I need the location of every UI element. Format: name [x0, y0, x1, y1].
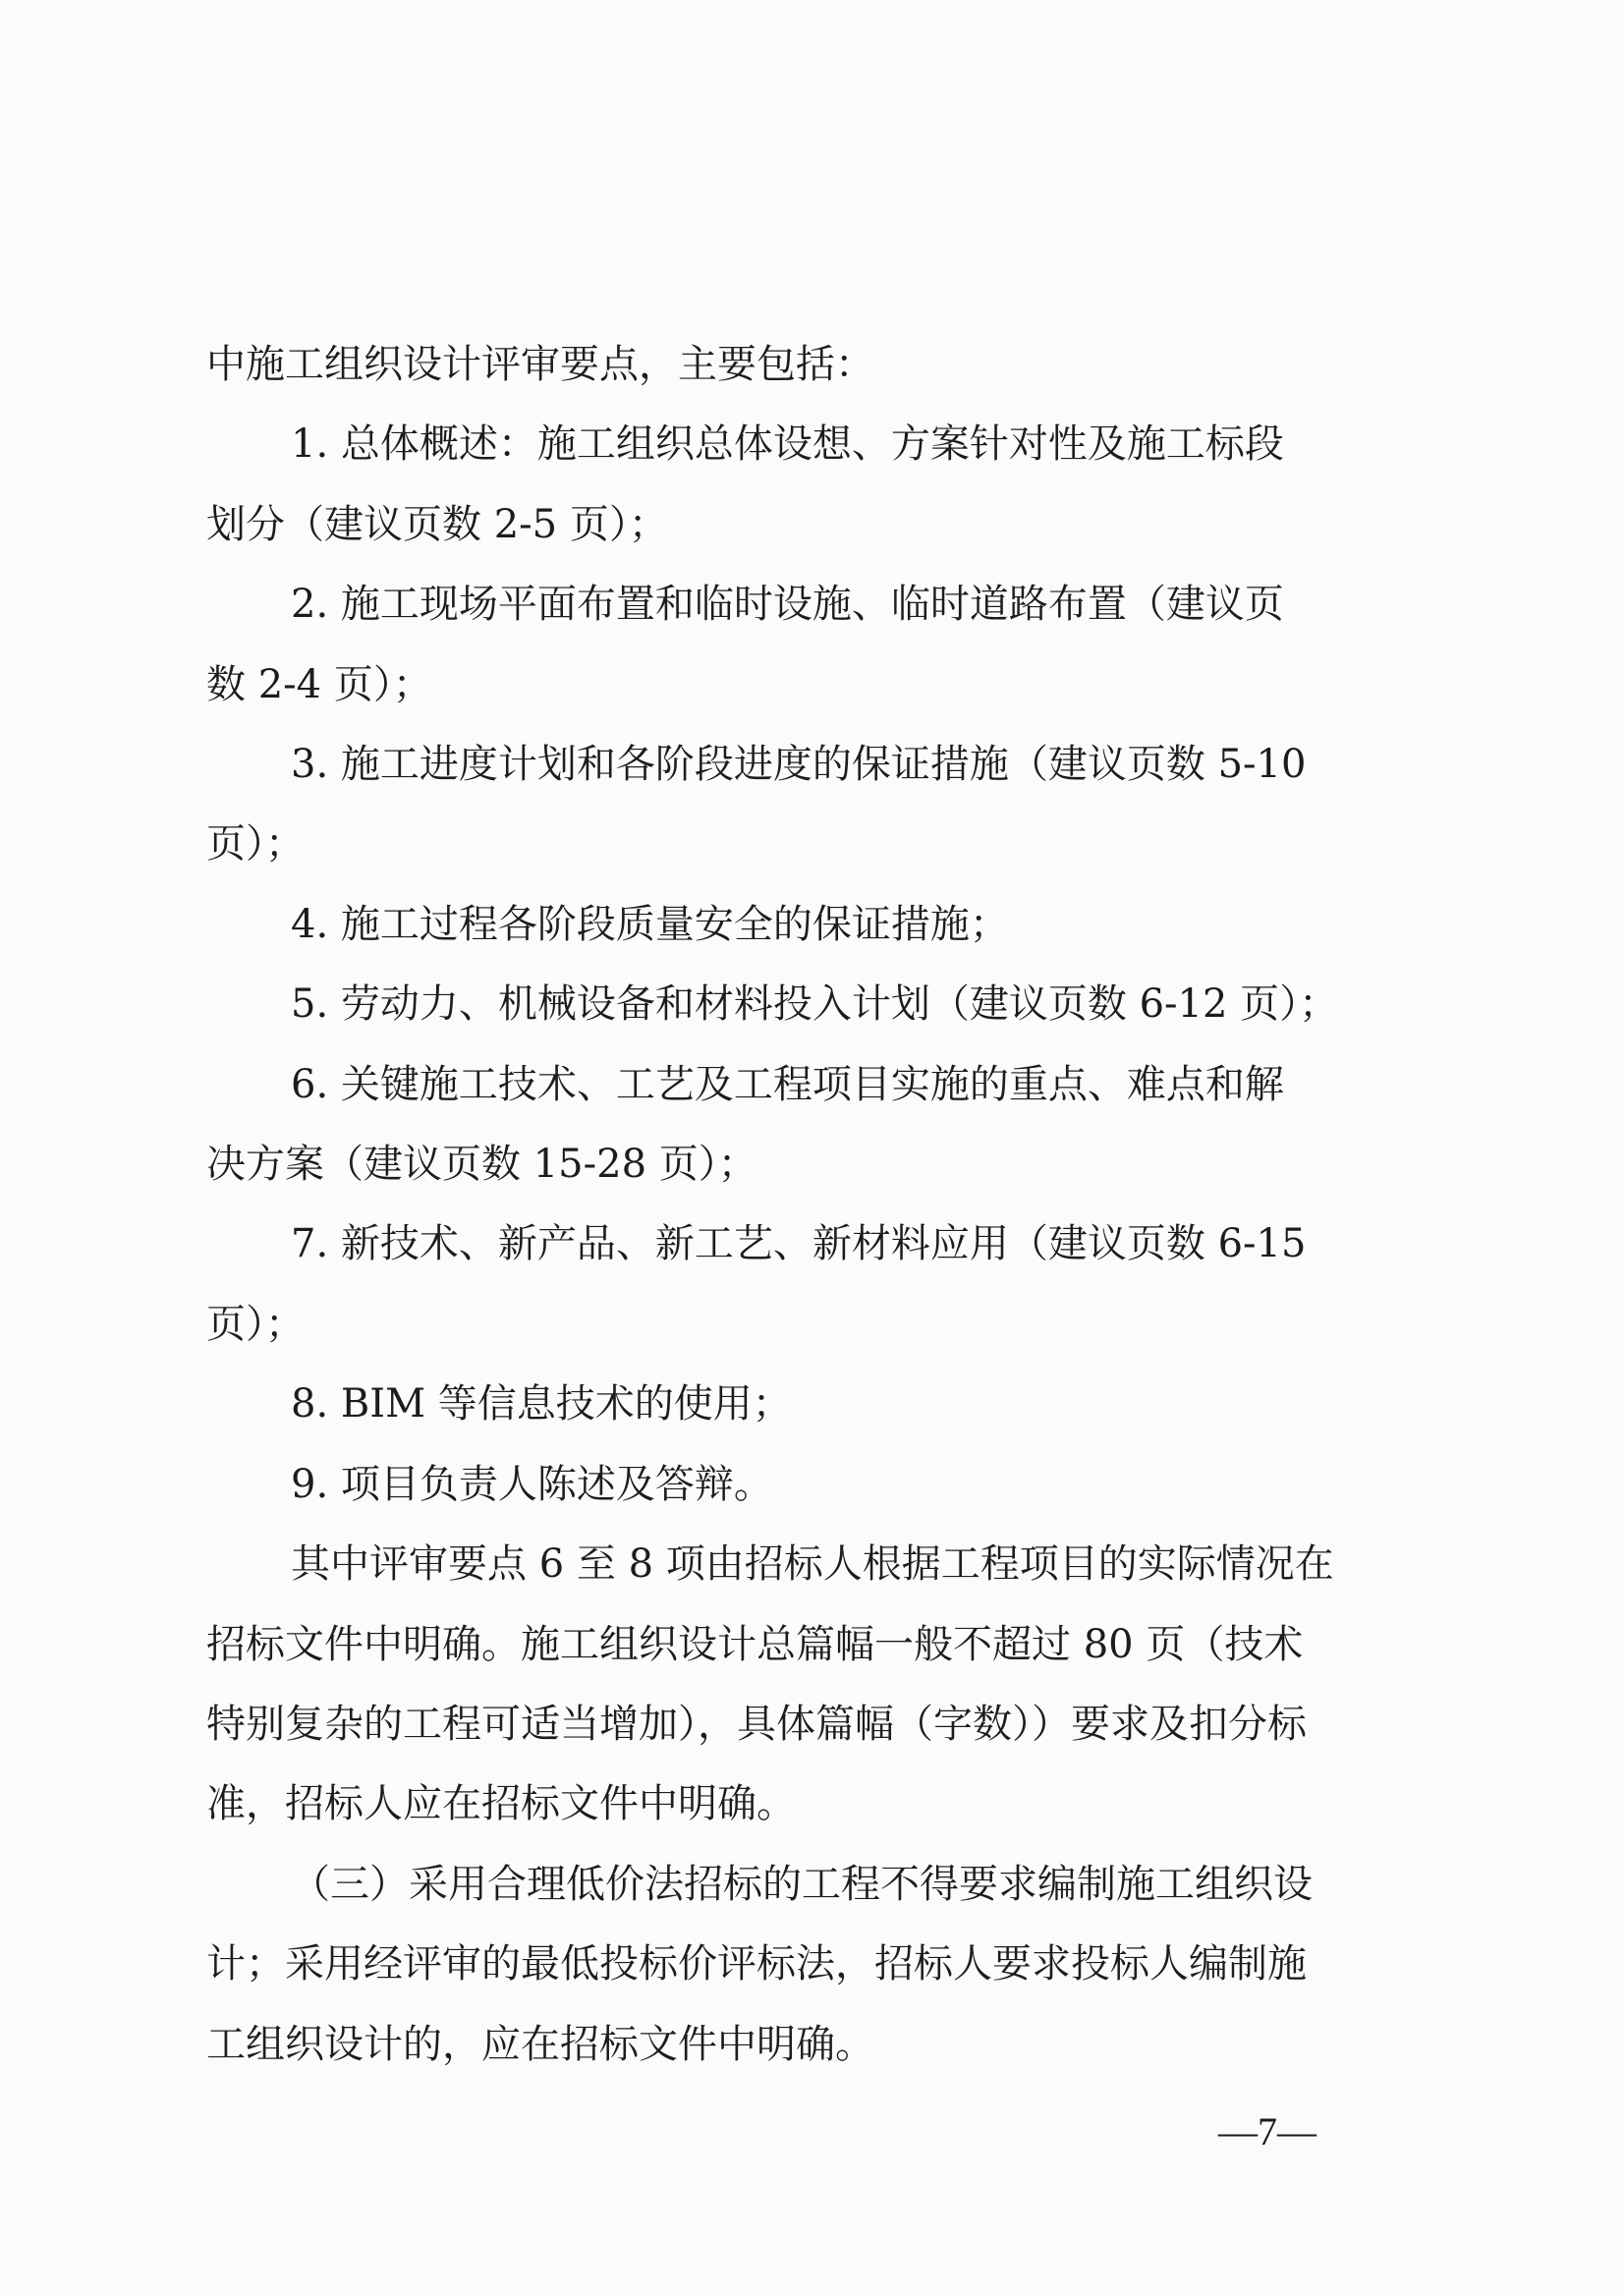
text-line-14: 8. BIM 等信息技术的使用； — [291, 1381, 792, 1427]
text-line-6: 3. 施工进度计划和各阶段进度的保证措施（建议页数 5-10 — [291, 742, 1307, 787]
text-line-7: 页）； — [206, 821, 305, 867]
text-line-5: 数 2-4 页）； — [206, 662, 432, 707]
text-line-20: （三）采用合理低价法招标的工程不得要求编制施工组织设 — [291, 1862, 1313, 1907]
text-line-12: 7. 新技术、新产品、新工艺、新材料应用（建议页数 6-15 — [291, 1221, 1307, 1266]
text-line-11: 决方案（建议页数 15-28 页）； — [206, 1142, 757, 1187]
text-line-10: 6. 关键施工技术、工艺及工程项目实施的重点、难点和解 — [291, 1062, 1284, 1107]
text-line-16: 其中评审要点 6 至 8 项由招标人根据工程项目的实际情况在 — [291, 1541, 1334, 1587]
page-number: —7— — [1218, 2109, 1316, 2154]
text-line-9: 5. 劳动力、机械设备和材料投入计划（建议页数 6-12 页）； — [291, 981, 1339, 1027]
text-line-2: 1. 总体概述：施工组织总体设想、方案针对性及施工标段 — [291, 421, 1284, 467]
text-line-3: 划分（建议页数 2-5 页）； — [206, 502, 668, 547]
text-line-1: 中施工组织设计评审要点，主要包括： — [206, 342, 874, 387]
text-line-22: 工组织设计的，应在招标文件中明确。 — [206, 2022, 874, 2067]
text-line-19: 准，招标人应在招标文件中明确。 — [206, 1781, 796, 1826]
text-line-13: 页）； — [206, 1302, 305, 1347]
text-line-17: 招标文件中明确。施工组织设计总篇幅一般不超过 80 页（技术 — [206, 1622, 1304, 1667]
text-line-21: 计；采用经评审的最低投标价评标法，招标人要求投标人编制施 — [206, 1941, 1307, 1987]
text-line-15: 9. 项目负责人陈述及答辩。 — [291, 1462, 773, 1507]
text-line-8: 4. 施工过程各阶段质量安全的保证措施； — [291, 902, 1009, 947]
text-line-4: 2. 施工现场平面布置和临时设施、临时道路布置（建议页 — [291, 582, 1284, 627]
text-line-18: 特别复杂的工程可适当增加），具体篇幅（字数））要求及扣分标 — [206, 1702, 1307, 1747]
